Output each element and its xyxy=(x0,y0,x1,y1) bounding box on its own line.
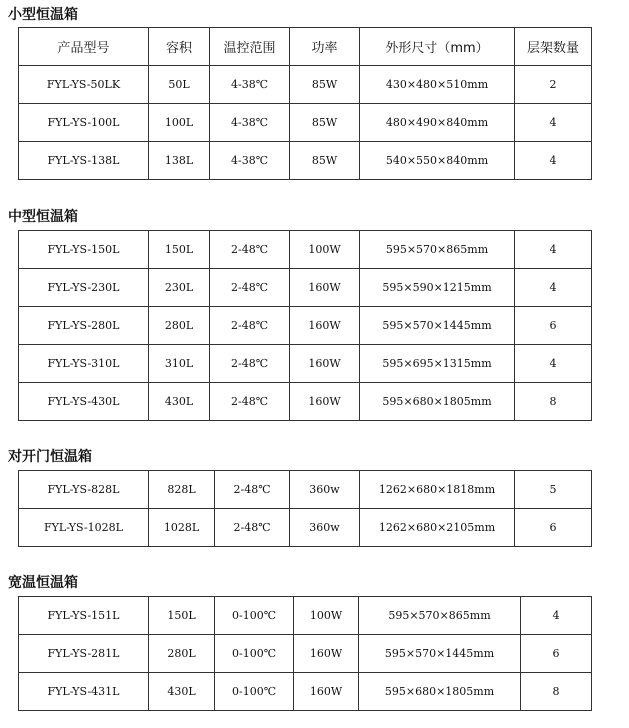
cell-temp-range: 2-48℃ xyxy=(210,307,290,345)
header-temp-range: 温控范围 xyxy=(210,28,290,66)
cell-volume: 50L xyxy=(149,66,210,104)
cell-power: 160W xyxy=(290,345,360,383)
table-row xyxy=(19,635,592,673)
cell-dimensions: 595×695×1315mm xyxy=(360,345,515,383)
cell-shelves: 4 xyxy=(515,142,592,180)
cell-power: 160W xyxy=(290,269,360,307)
cell-model: FYL-YS-100L xyxy=(19,104,149,142)
cell-temp-range: 2-48℃ xyxy=(210,383,290,421)
cell-dimensions: 595×680×1805mm xyxy=(359,673,521,711)
cell-volume: 230L xyxy=(149,269,210,307)
table-row xyxy=(19,104,592,142)
cell-model: FYL-YS-431L xyxy=(19,673,149,711)
table-header-row xyxy=(19,28,592,66)
cell-temp-range: 2-48℃ xyxy=(210,231,290,269)
cell-temp-range: 2-48℃ xyxy=(215,509,290,547)
cell-volume: 100L xyxy=(149,104,210,142)
cell-model: FYL-YS-281L xyxy=(19,635,149,673)
cell-model: FYL-YS-310L xyxy=(19,345,149,383)
cell-model: FYL-YS-430L xyxy=(19,383,149,421)
cell-power: 85W xyxy=(290,104,360,142)
cell-power: 360w xyxy=(290,509,360,547)
cell-volume: 280L xyxy=(149,635,215,673)
section-title: 对开门恒温箱 xyxy=(8,449,92,465)
section-title: 中型恒温箱 xyxy=(8,209,78,225)
cell-shelves: 2 xyxy=(515,66,592,104)
cell-model: FYL-YS-280L xyxy=(19,307,149,345)
header-model: 产品型号 xyxy=(19,28,149,66)
cell-model: FYL-YS-50LK xyxy=(19,66,149,104)
cell-temp-range: 2-48℃ xyxy=(210,269,290,307)
table-row xyxy=(19,471,592,509)
cell-dimensions: 480×490×840mm xyxy=(360,104,515,142)
cell-model: FYL-YS-828L xyxy=(19,471,149,509)
cell-temp-range: 4-38℃ xyxy=(210,66,290,104)
cell-shelves: 8 xyxy=(515,383,592,421)
cell-dimensions: 595×570×865mm xyxy=(359,597,521,635)
cell-volume: 150L xyxy=(149,597,215,635)
table-row xyxy=(19,509,592,547)
section-title: 小型恒温箱 xyxy=(8,7,78,23)
cell-model: FYL-YS-230L xyxy=(19,269,149,307)
header-dimensions: 外形尺寸（mm） xyxy=(360,28,515,66)
cell-power: 160W xyxy=(290,307,360,345)
cell-temp-range: 4-38℃ xyxy=(210,104,290,142)
cell-shelves: 6 xyxy=(515,509,592,547)
spec-table-small xyxy=(18,27,592,180)
cell-shelves: 4 xyxy=(515,231,592,269)
cell-dimensions: 595×570×1445mm xyxy=(359,635,521,673)
table-row xyxy=(19,307,592,345)
spec-table-double-door xyxy=(18,470,592,547)
table-row xyxy=(19,231,592,269)
spec-table-wide-temp xyxy=(18,596,592,711)
header-shelves: 层架数量 xyxy=(515,28,592,66)
cell-volume: 430L xyxy=(149,383,210,421)
cell-model: FYL-YS-1028L xyxy=(19,509,149,547)
spec-table-medium xyxy=(18,230,592,421)
header-power: 功率 xyxy=(290,28,360,66)
cell-dimensions: 595×680×1805mm xyxy=(360,383,515,421)
cell-shelves: 4 xyxy=(515,269,592,307)
cell-dimensions: 1262×680×2105mm xyxy=(360,509,515,547)
cell-model: FYL-YS-151L xyxy=(19,597,149,635)
header-volume: 容积 xyxy=(149,28,210,66)
cell-model: FYL-YS-150L xyxy=(19,231,149,269)
cell-dimensions: 595×570×865mm xyxy=(360,231,515,269)
cell-dimensions: 430×480×510mm xyxy=(360,66,515,104)
table-row xyxy=(19,269,592,307)
cell-power: 160W xyxy=(290,383,360,421)
table-row xyxy=(19,142,592,180)
cell-dimensions: 595×570×1445mm xyxy=(360,307,515,345)
cell-temp-range: 0-100℃ xyxy=(215,635,294,673)
cell-volume: 150L xyxy=(149,231,210,269)
cell-dimensions: 595×590×1215mm xyxy=(360,269,515,307)
cell-volume: 828L xyxy=(149,471,215,509)
cell-dimensions: 540×550×840mm xyxy=(360,142,515,180)
cell-power: 85W xyxy=(290,142,360,180)
cell-volume: 310L xyxy=(149,345,210,383)
cell-temp-range: 0-100℃ xyxy=(215,597,294,635)
cell-temp-range: 2-48℃ xyxy=(215,471,290,509)
cell-power: 100W xyxy=(294,597,359,635)
cell-shelves: 8 xyxy=(521,673,592,711)
section-title: 宽温恒温箱 xyxy=(8,575,78,591)
cell-power: 160W xyxy=(294,673,359,711)
cell-shelves: 4 xyxy=(521,597,592,635)
cell-temp-range: 4-38℃ xyxy=(210,142,290,180)
cell-volume: 430L xyxy=(149,673,215,711)
cell-power: 100W xyxy=(290,231,360,269)
cell-temp-range: 2-48℃ xyxy=(210,345,290,383)
cell-model: FYL-YS-138L xyxy=(19,142,149,180)
table-row xyxy=(19,383,592,421)
cell-volume: 1028L xyxy=(149,509,215,547)
cell-dimensions: 1262×680×1818mm xyxy=(360,471,515,509)
cell-power: 85W xyxy=(290,66,360,104)
cell-power: 360w xyxy=(290,471,360,509)
cell-power: 160W xyxy=(294,635,359,673)
cell-shelves: 6 xyxy=(515,307,592,345)
cell-volume: 138L xyxy=(149,142,210,180)
table-row xyxy=(19,673,592,711)
table-row xyxy=(19,66,592,104)
cell-temp-range: 0-100℃ xyxy=(215,673,294,711)
cell-shelves: 5 xyxy=(515,471,592,509)
table-row xyxy=(19,597,592,635)
cell-shelves: 4 xyxy=(515,345,592,383)
cell-shelves: 6 xyxy=(521,635,592,673)
table-row xyxy=(19,345,592,383)
cell-shelves: 4 xyxy=(515,104,592,142)
cell-volume: 280L xyxy=(149,307,210,345)
